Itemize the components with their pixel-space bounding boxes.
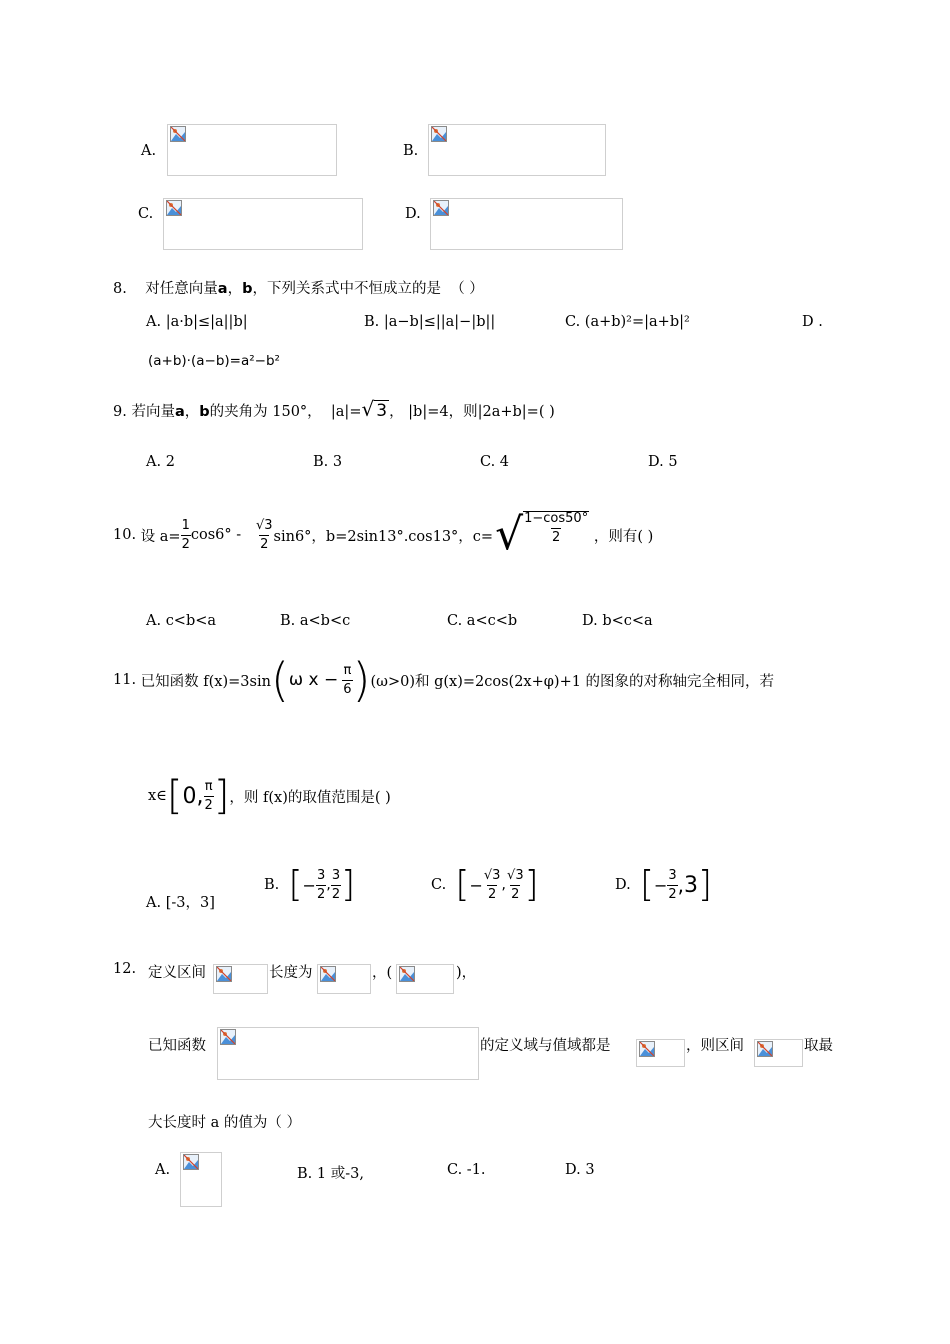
q12-line2-c: ，则区间	[686, 1038, 744, 1054]
q12-length-image	[317, 964, 371, 994]
q10-stem	[113, 495, 653, 575]
q12-line2-a: 已知函数	[148, 1038, 206, 1054]
q12-line2-d: 取最	[804, 1038, 833, 1054]
q8-stem-text: 对任意向量	[145, 281, 218, 297]
q7-option-b-image	[428, 124, 606, 176]
q9-angle-text: 的夹角为 150°，	[209, 404, 322, 420]
q11-option-b-label: B.	[264, 877, 280, 893]
q12-option-d: D. 3	[565, 1162, 595, 1178]
q7-option-d-image	[430, 198, 623, 250]
q8-option-c: C. (a+b)²=|a+b|²	[565, 314, 690, 330]
right-bracket-icon: ]	[213, 773, 230, 819]
broken-image-icon	[216, 966, 232, 982]
q9-sqrt-value: 3	[376, 401, 388, 421]
left-bracket-icon: [	[455, 864, 470, 905]
q12-domain-image	[636, 1039, 685, 1067]
q10-stem-text: 设 a=	[140, 528, 181, 545]
q9-vec-a: a	[174, 404, 185, 420]
q7-option-c-image	[163, 198, 363, 250]
q7-option-a-image	[167, 124, 337, 176]
q10-fraction-half: $\frac{1}{2}$	[181, 517, 190, 552]
q12-condition-image	[396, 964, 454, 994]
broken-image-icon	[166, 200, 182, 216]
q12-line1-c: ，(	[372, 965, 393, 981]
q11-stem-text: 已知函数 f(x)=3sin	[140, 673, 271, 690]
right-bracket-icon: ]	[341, 864, 356, 905]
q10-sin-term: sin6°，b=2sin13°.cos13°，c=	[273, 528, 494, 545]
q8-option-d: (a+b)·(a−b)=a²−b²	[148, 353, 280, 369]
q10-stem-tail: ，则有( )	[593, 528, 654, 545]
q11-domain-line	[148, 766, 391, 826]
q7-option-c-label: C.	[138, 206, 154, 222]
q11-stem	[113, 645, 774, 715]
q11-option-d-right: 3	[684, 872, 699, 898]
q8-number: 8.	[113, 281, 127, 297]
q10-option-d: D. b<c<a	[582, 613, 653, 629]
q7-option-d-label: D.	[405, 206, 421, 222]
right-bracket-icon: ]	[698, 864, 713, 905]
q9-abs-a: |a|=	[330, 404, 362, 420]
q10-option-a: A. c<b<a	[146, 613, 217, 629]
q9-stem	[113, 397, 555, 421]
q10-option-b: B. a<b<c	[280, 613, 351, 629]
q10-cos-term: cos6° -	[190, 527, 242, 543]
q8-vec-a: a	[217, 281, 228, 297]
right-paren-icon: )	[352, 653, 371, 707]
q12-function-image	[217, 1027, 479, 1080]
broken-image-icon	[433, 200, 449, 216]
q11-x-in: x∈	[148, 788, 167, 804]
q12-option-c: C. -1.	[447, 1162, 486, 1178]
q11-omega-x: ω x −	[288, 670, 339, 690]
q10-option-c: C. a<c<b	[447, 613, 518, 629]
q11-pi-over-6: $\frac{\pi}{6}$	[343, 662, 352, 697]
left-paren-icon: (	[270, 653, 289, 707]
q12-line3: 大长度时 a 的值为（ ）	[148, 1115, 301, 1131]
q9-comma-2: ，	[389, 404, 404, 420]
q10-number: 10.	[113, 527, 137, 543]
broken-image-icon	[399, 966, 415, 982]
q11-stem-text-2: (ω>0)和 g(x)=2cos(2x+φ)+1 的图象的对称轴完全相同，若	[370, 673, 775, 690]
broken-image-icon	[183, 1154, 199, 1170]
q8-stem	[113, 277, 484, 298]
broken-image-icon	[431, 126, 447, 142]
q8-option-a: A. |a·b|≤|a||b|	[146, 314, 248, 330]
q8-stem-tail: ，下列关系式中不恒成立的是	[252, 281, 441, 297]
q8-option-b: B. |a−b|≤||a|−|b||	[364, 314, 496, 330]
q8-answer-paren: （ ）	[450, 281, 484, 297]
left-bracket-icon: [	[639, 864, 654, 905]
left-bracket-icon: [	[288, 864, 303, 905]
broken-image-icon	[757, 1041, 773, 1057]
q12-line1-a: 定义区间	[148, 965, 206, 981]
q9-comma: ，	[184, 404, 200, 420]
sqrt-icon: √	[495, 509, 524, 560]
q12-option-a-image	[180, 1152, 222, 1207]
q8-vec-b: b	[242, 281, 253, 297]
q7-option-b-label: B.	[403, 143, 419, 159]
q12-line2-b: 的定义域与值域都是	[480, 1038, 611, 1054]
q9-abs-b-text: |b|=4，则|2a+b|=( )	[408, 404, 555, 420]
q9-option-d: D. 5	[648, 454, 678, 470]
q7-option-a-label: A.	[141, 143, 157, 159]
q11-option-d: D. [ − $\frac{3}{2}$ , 3 ]	[615, 864, 713, 905]
q12-interval-image-2	[754, 1039, 803, 1067]
q9-option-c: C. 4	[480, 454, 510, 470]
broken-image-icon	[639, 1041, 655, 1057]
q10-fraction-sqrt3-half: $\frac{√3}{2}$	[255, 517, 273, 552]
q11-number: 11.	[113, 672, 137, 688]
q9-option-b: B. 3	[313, 454, 343, 470]
q11-pi-over-2: $\frac{\pi}{2}$	[204, 778, 213, 813]
broken-image-icon	[220, 1029, 236, 1045]
q12-interval-image	[213, 964, 268, 994]
q11-option-a: A. [-3，3]	[146, 895, 215, 911]
q9-option-a: A. 2	[146, 454, 175, 470]
q12-option-a-label: A.	[155, 1162, 171, 1178]
q11-option-c-label: C.	[431, 877, 447, 893]
q9-stem-text: 若向量	[131, 404, 175, 420]
q11-stem-text-3: ，则 f(x)的取值范围是( )	[229, 789, 391, 806]
q9-vec-b: b	[199, 404, 210, 420]
q9-number: 9.	[113, 404, 127, 420]
q12-line1-d: )，	[456, 965, 477, 981]
q12-line1-b: 长度为	[269, 965, 313, 981]
q8-option-d-label: D .	[802, 314, 823, 330]
right-bracket-icon: ]	[524, 864, 539, 905]
q12-option-b: B. 1 或-3,	[297, 1166, 364, 1182]
q12-number: 12.	[113, 961, 137, 977]
q11-option-b: B. [ − $\frac{3}{2}$ , $\frac{3}{2}$ ]	[264, 864, 356, 905]
broken-image-icon	[320, 966, 336, 982]
left-bracket-icon: [	[166, 773, 183, 819]
q10-sqrt-fraction: $\frac{1-\cos 50^\circ}{2}$	[524, 511, 589, 545]
q11-interval-left: 0,	[182, 783, 204, 809]
q11-option-d-label: D.	[615, 877, 631, 893]
q8-comma: ，	[227, 281, 243, 297]
broken-image-icon	[170, 126, 186, 142]
q11-option-c: C. [ − $\frac{√3}{2}$ , $\frac{√3}{2}$ ]	[431, 864, 539, 905]
sqrt-icon: √	[361, 397, 375, 421]
